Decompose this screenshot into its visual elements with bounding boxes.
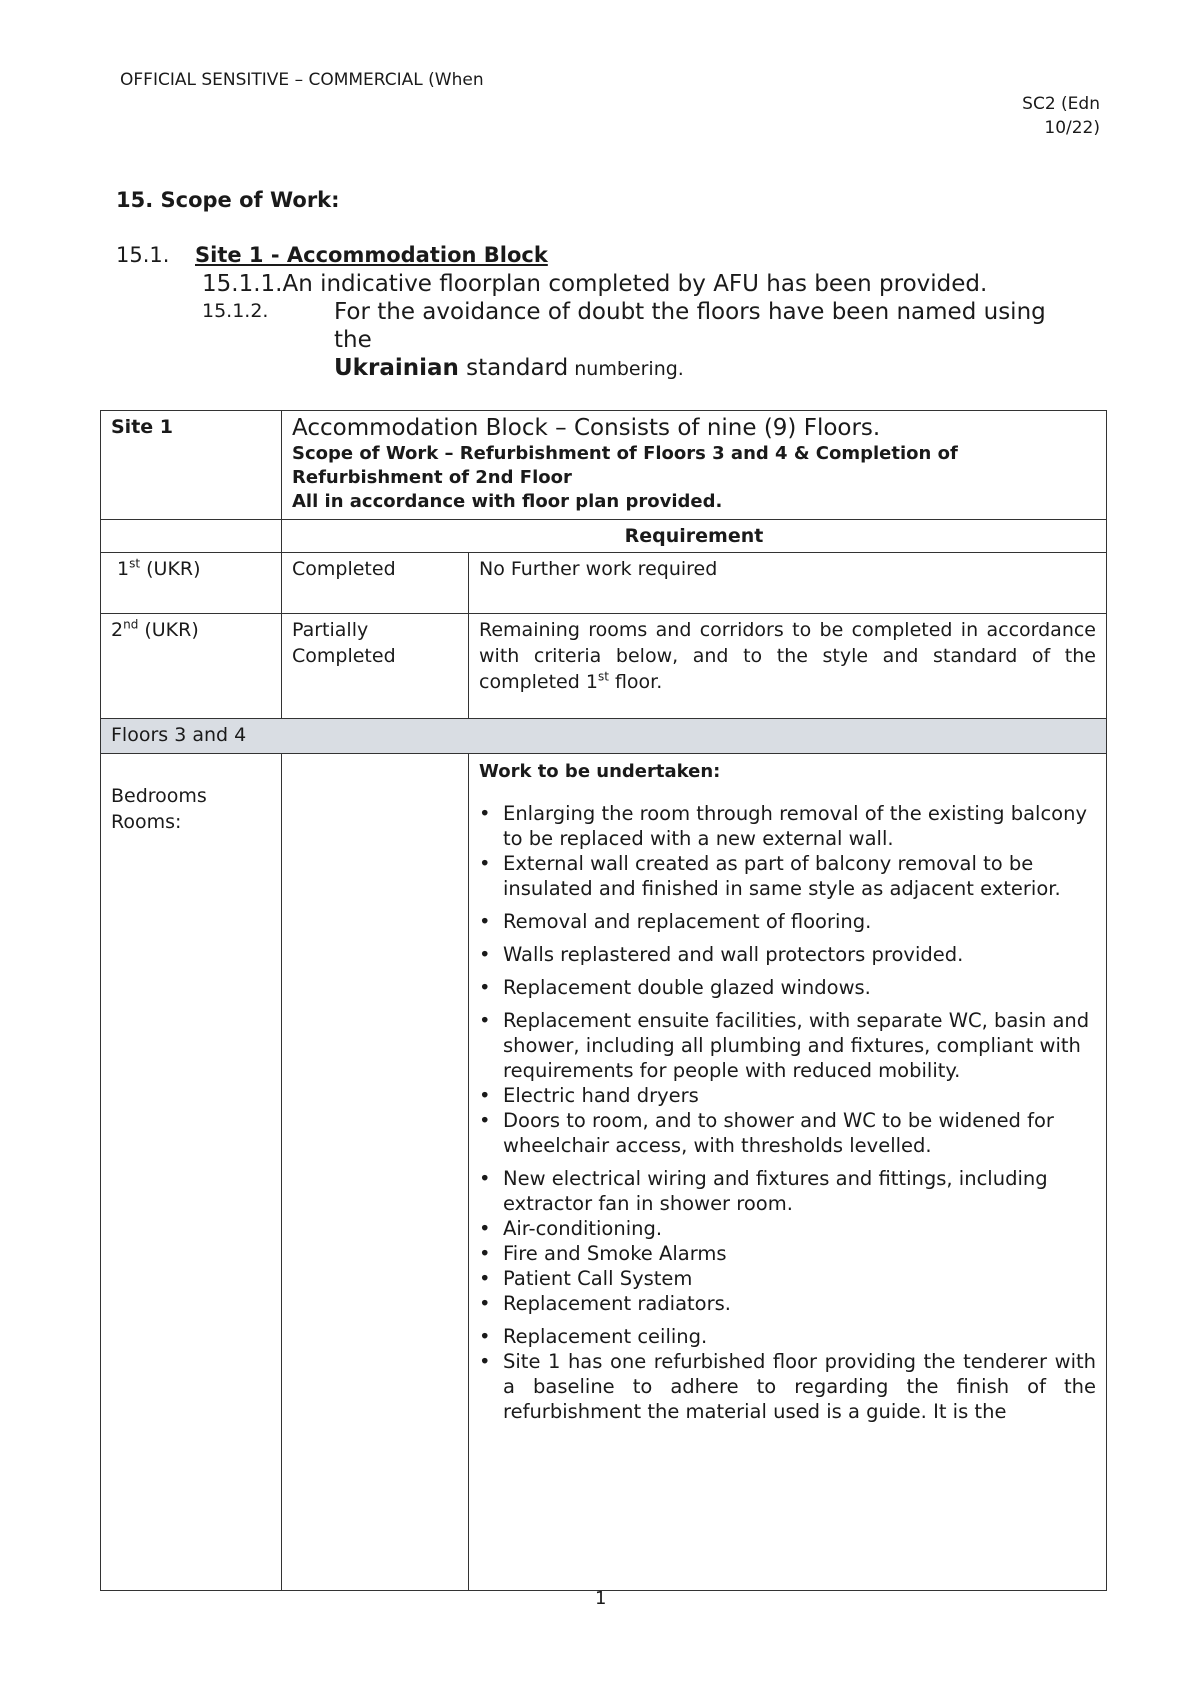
floor-requirement: Remaining rooms and corridors to be completed in accordance with criteria below, and to the style and standard of the completed 1st floor. bbox=[469, 614, 1107, 719]
list-item: • Air-conditioning. bbox=[503, 1216, 1096, 1241]
work-heading: Work to be undertaken: bbox=[479, 761, 721, 782]
site-label: Site 1 bbox=[101, 411, 282, 520]
subsection-number: 15.1. bbox=[116, 243, 170, 267]
paragraph-15-1-1: 15.1.1.An indicative floorplan completed by AFU has been provided. bbox=[202, 271, 988, 297]
header-classification: OFFICIAL SENSITIVE – COMMERCIAL (When bbox=[120, 70, 484, 90]
list-item: • Removal and replacement of flooring. bbox=[503, 909, 1096, 934]
list-item: • Doors to room, and to shower and WC to be widened for wheelchair access, with thresholds levelled. bbox=[503, 1108, 1096, 1158]
section-title: 15. Scope of Work: bbox=[116, 188, 340, 212]
paragraph-15-1-2-line2 bbox=[334, 354, 1054, 383]
floor-status: Completed bbox=[282, 553, 469, 614]
list-item: • Replacement ensuite facilities, with separate WC, basin and shower, including all plumbing and fixtures, compliant with requirements for people with reduced mobility. bbox=[503, 1008, 1096, 1083]
list-item: • Patient Call System bbox=[503, 1266, 1096, 1291]
scope-line-2: Refurbishment of 2nd Floor bbox=[292, 467, 572, 488]
list-item: • Enlarging the room through removal of the existing balcony to be replaced with a new external wall. bbox=[503, 801, 1096, 851]
requirement-heading: Requirement bbox=[282, 520, 1107, 553]
scope-line-3: All in accordance with floor plan provided. bbox=[292, 491, 723, 512]
block-description bbox=[282, 411, 1107, 520]
list-item: • Site 1 has one refurbished floor providing the tenderer with a baseline to adhere to regarding the finish of the refurbishment the material used is a guide. It is the bbox=[503, 1349, 1096, 1424]
table-header-row bbox=[101, 411, 1107, 520]
floor-requirement: No Further work required bbox=[469, 553, 1107, 614]
list-item: • Electric hand dryers bbox=[503, 1083, 1096, 1108]
page-number: 1 bbox=[595, 1588, 607, 1609]
list-item: • Replacement ceiling. bbox=[503, 1324, 1096, 1349]
work-cell bbox=[469, 754, 1107, 1591]
list-item: • Replacement double glazed windows. bbox=[503, 975, 1096, 1000]
table-row bbox=[101, 553, 1107, 614]
list-item: • Walls replastered and wall protectors provided. bbox=[503, 942, 1096, 967]
floors-band: Floors 3 and 4 bbox=[101, 719, 1107, 754]
header-edition bbox=[1000, 92, 1100, 140]
floor-status: Partially Completed bbox=[282, 614, 469, 719]
floor-label: 2nd (UKR) bbox=[101, 614, 282, 719]
table-row bbox=[101, 614, 1107, 719]
list-item: • Fire and Smoke Alarms bbox=[503, 1241, 1096, 1266]
paragraph-15-1-2-number: 15.1.2. bbox=[202, 300, 269, 322]
empty-cell bbox=[282, 754, 469, 1591]
block-title: Accommodation Block – Consists of nine (9) Floors. bbox=[292, 415, 881, 441]
rooms-label-line1: Bedrooms bbox=[111, 785, 207, 807]
floor-label: 1st (UKR) bbox=[101, 553, 282, 614]
scope-table bbox=[100, 410, 1107, 1591]
rooms-label bbox=[101, 754, 282, 1591]
list-item: • New electrical wiring and fixtures and fittings, including extractor fan in shower room. bbox=[503, 1166, 1096, 1216]
list-item: • Replacement radiators. bbox=[503, 1291, 1096, 1316]
header-edition-line1: SC2 (Edn bbox=[1022, 94, 1100, 114]
rooms-row bbox=[101, 754, 1107, 1591]
empty-cell bbox=[101, 520, 282, 553]
numbering-text: numbering. bbox=[568, 358, 684, 380]
requirement-header-row bbox=[101, 520, 1107, 553]
list-item: • External wall created as part of balcony removal to be insulated and finished in same style as adjacent exterior. bbox=[503, 851, 1096, 901]
subsection-title: Site 1 - Accommodation Block bbox=[195, 243, 548, 267]
header-edition-line2: 10/22) bbox=[1044, 118, 1100, 138]
standard-text: standard bbox=[458, 355, 569, 381]
rooms-label-line2: Rooms: bbox=[111, 811, 182, 833]
paragraph-15-1-2 bbox=[334, 298, 1054, 383]
paragraph-15-1-2-line1: For the avoidance of doubt the floors have been named using the bbox=[334, 299, 1046, 353]
scope-line-1: Scope of Work – Refurbishment of Floors 3 and 4 & Completion of bbox=[292, 443, 958, 464]
work-list bbox=[479, 801, 1096, 1424]
floors-band-row bbox=[101, 719, 1107, 754]
ukrainian-bold: Ukrainian bbox=[334, 355, 459, 381]
